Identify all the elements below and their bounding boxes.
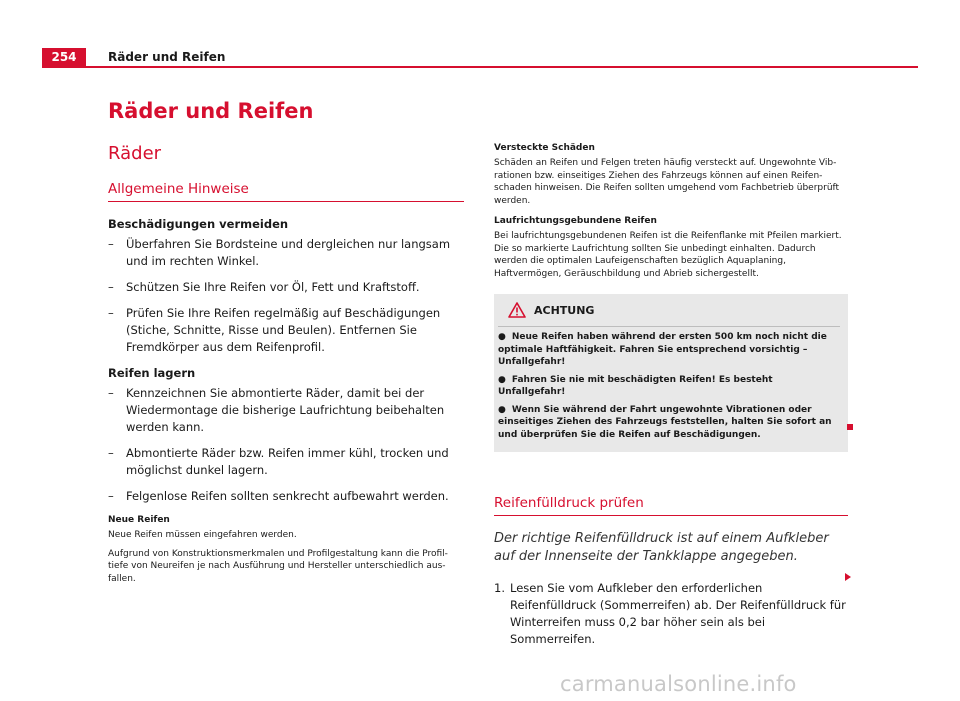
list-item [108, 279, 464, 296]
warning-triangle-icon [508, 302, 526, 318]
dash-marker: – [108, 489, 114, 503]
warning-item-text: Neue Reifen haben während der ersten 500 km noch nicht die optimale Haftfähigkeit. Fahren Sie entsprechend vorsichtig – Unfallgefahr! [498, 332, 827, 367]
left-column [108, 98, 464, 591]
page-number: 254 [42, 48, 86, 66]
step-number: 1. [494, 581, 505, 595]
step-item [494, 580, 848, 648]
warning-item-text: Wenn Sie während der Fahrt ungewohnte Vibrationen oder einseitiges Ziehen des Fahrzeugs feststellen, halten Sie sofort an und überprüfen Sie die Reifen auf Beschädigungen. [498, 404, 832, 440]
chapter-title: Räder und Reifen [108, 99, 314, 123]
new-tires-detail: Aufgrund von Konstruktionsmerkmalen und Profilgestaltung kann die Profiltiefe von Neureifen je nach Ausführung und Hersteller unterschiedlich ausfallen. [108, 548, 448, 584]
warning-item [498, 331, 840, 369]
header-rule [42, 66, 918, 68]
section-title: Räder [108, 143, 162, 164]
list-item [108, 385, 464, 436]
list-item-text: Überfahren Sie Bordsteine und dergleichen nur langsam und im rechten Winkel. [126, 237, 451, 268]
bullet-icon: ● [498, 404, 506, 415]
warning-header [498, 302, 840, 318]
step-text: Lesen Sie vom Aufkleber den erforderlichen Reifenfülldruck (Sommerreifen) ab. Der Reifenfülldruck für Winterreifen muss 0,2 bar höher sein als bei Sommerreifen. [510, 581, 846, 646]
pressure-title: Reifenfülldruck prüfen [494, 494, 848, 516]
warning-box [494, 294, 848, 452]
dash-marker: – [108, 386, 114, 400]
watermark: carmanualsonline.info [560, 672, 797, 696]
bullet-icon: ● [498, 374, 506, 385]
continue-arrow-icon [845, 573, 851, 581]
list-item [108, 488, 464, 505]
warning-item-text: Fahren Sie nie mit beschädigten Reifen! Es besteht Unfallgefahr! [498, 374, 773, 397]
running-title: Räder und Reifen [108, 50, 226, 64]
dash-marker: – [108, 446, 114, 460]
warning-divider [498, 326, 840, 327]
bullet-icon: ● [498, 332, 506, 342]
direction-text: Bei laufrichtungsgebundenen Reifen ist die Reifenflanke mit Pfeilen markiert. Die so markierte Laufrichtung sollten Sie unbedingt einhalten. Dadurch werden die optimalen Laufeigenschaften bezüglich Aquaplaning, Haftvermögen, Geräuschbildung und Abrieb sichergestellt. [494, 231, 842, 279]
list-item-text: Prüfen Sie Ihre Reifen regelmäßig auf Beschädigungen (Stiche, Schnitte, Risse und Beulen). Entfernen Sie Fremdkörper aus dem Reifenprofil. [126, 306, 441, 354]
new-tires-heading: Neue Reifen [108, 515, 170, 525]
dash-marker: – [108, 237, 114, 251]
pressure-intro: Der richtige Reifenfülldruck ist auf einem Aufkleber auf der Innenseite der Tankklappe angegeben. [494, 531, 829, 564]
damage-list [108, 236, 464, 356]
warning-title: ACHTUNG [534, 303, 595, 317]
subsection-title: Allgemeine Hinweise [108, 180, 464, 202]
damage-heading: Beschädigungen vermeiden [108, 217, 289, 231]
section-end-marker-icon [847, 424, 853, 430]
hidden-damage-text: Schäden an Reifen und Felgen treten häufig versteckt auf. Ungewohnte Vibrationen bzw. einseitiges Ziehen des Fahrzeugs können auf einen Reifenschaden hinweisen. Die Reifen sollten umgehend vom Fachbetrieb überprüft werden. [494, 158, 840, 206]
list-item-text: Schützen Sie Ihre Reifen vor Öl, Fett und Kraftstoff. [126, 280, 420, 294]
right-column [494, 142, 848, 648]
list-item-text: Abmontierte Räder bzw. Reifen immer kühl, trocken und möglichst dunkel lagern. [126, 446, 449, 477]
list-item-text: Kennzeichnen Sie abmontierte Räder, damit bei der Wiedermontage die bisherige Laufrichtung beibehalten werden kann. [126, 386, 445, 434]
list-item [108, 305, 464, 356]
hidden-damage-heading: Versteckte Schäden [494, 143, 595, 153]
dash-marker: – [108, 306, 114, 320]
direction-heading: Laufrichtungsgebundene Reifen [494, 216, 657, 226]
storage-list [108, 385, 464, 505]
dash-marker: – [108, 280, 114, 294]
new-tires-text: Neue Reifen müssen eingefahren werden. [108, 530, 297, 540]
list-item [108, 445, 464, 479]
list-item [108, 236, 464, 270]
warning-item [498, 404, 840, 442]
storage-heading: Reifen lagern [108, 366, 196, 380]
warning-item [498, 374, 840, 399]
list-item-text: Felgenlose Reifen sollten senkrecht aufbewahrt werden. [126, 489, 449, 503]
